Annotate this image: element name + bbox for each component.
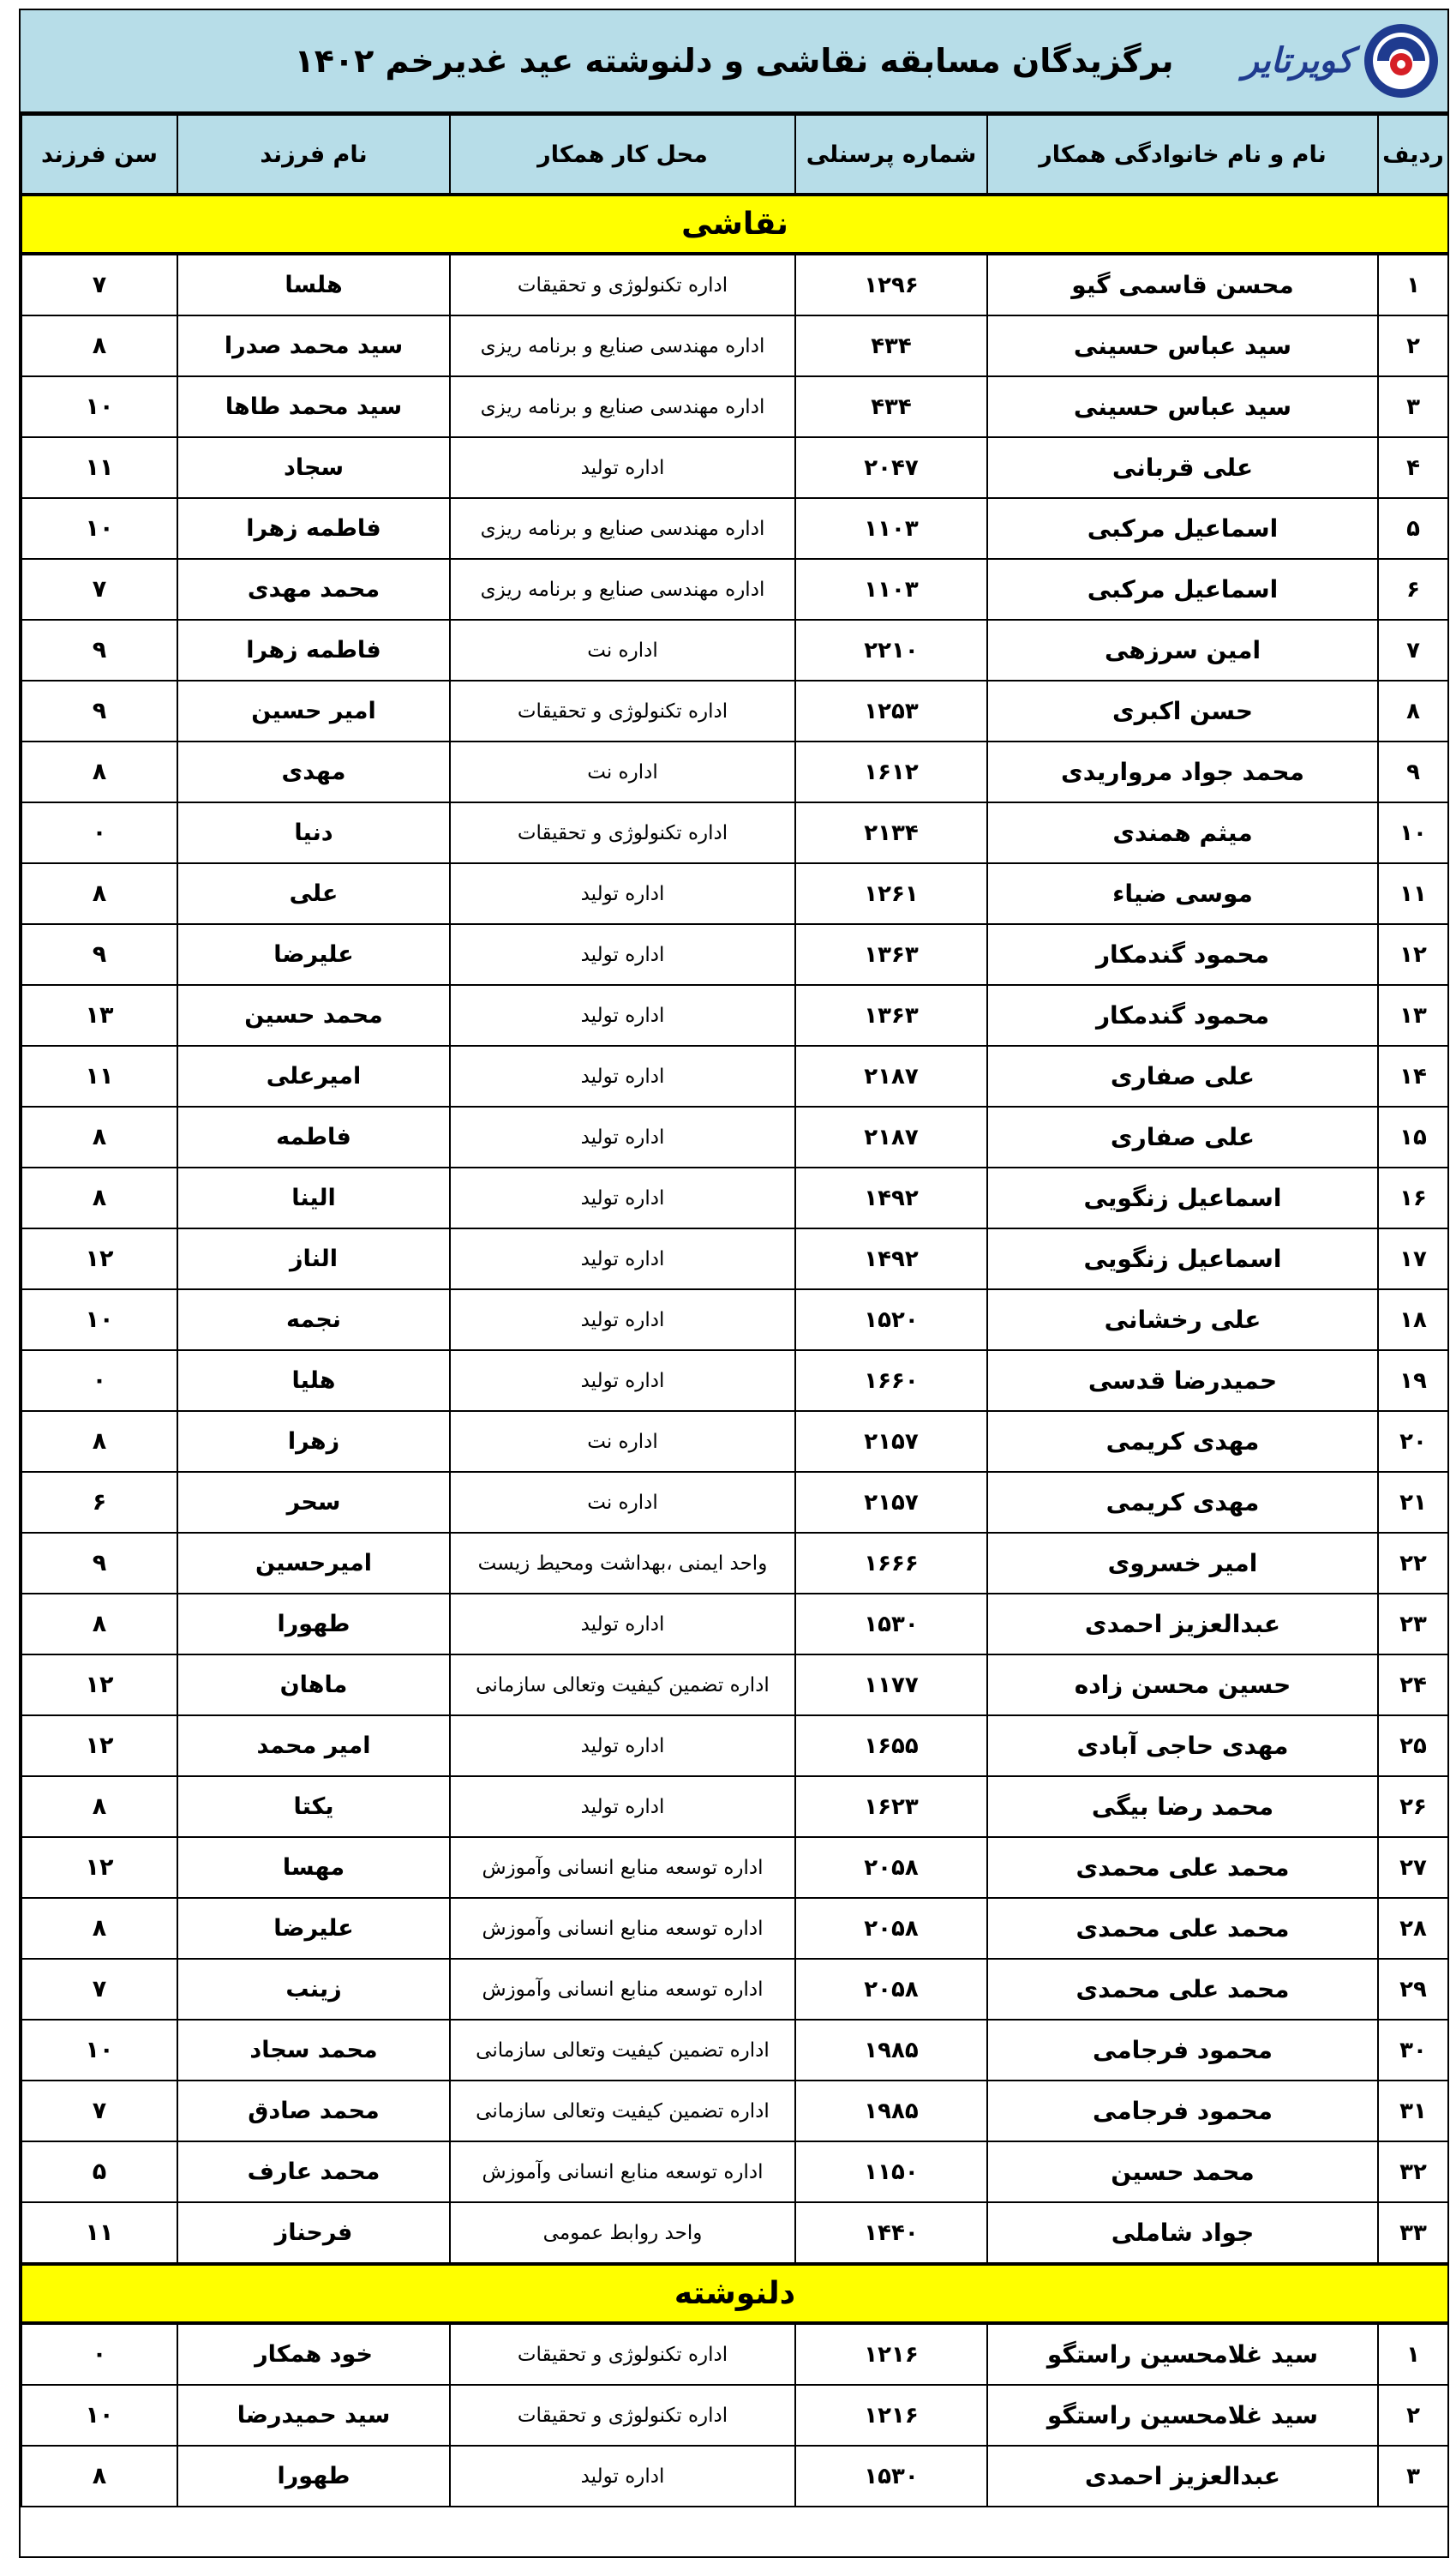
cell-age: ۱۰ <box>21 1289 177 1350</box>
cell-personnel: ۱۱۷۷ <box>795 1654 987 1715</box>
cell-workplace: اداره توسعه منابع انسانی وآموزش <box>450 2141 795 2202</box>
cell-age: ۱۰ <box>21 498 177 559</box>
cell-age: ۸ <box>21 742 177 802</box>
cell-name: مهدی کریمی <box>987 1411 1378 1472</box>
cell-idx: ۱ <box>1378 254 1448 315</box>
cell-workplace: اداره تکنولوژی و تحقیقات <box>450 681 795 742</box>
cell-idx: ۲۶ <box>1378 1776 1448 1837</box>
table-row <box>21 802 1448 863</box>
cell-idx: ۱۹ <box>1378 1350 1448 1411</box>
cell-personnel: ۱۶۱۲ <box>795 742 987 802</box>
cell-name: سید غلامحسین راستگو <box>987 2385 1378 2446</box>
cell-workplace: اداره تکنولوژی و تحقیقات <box>450 2323 795 2385</box>
cell-child: علی <box>177 863 450 924</box>
cell-child: سید محمد طاها <box>177 376 450 437</box>
table-row <box>21 376 1448 437</box>
cell-idx: ۳ <box>1378 2446 1448 2507</box>
cell-name: محمد علی محمدی <box>987 1898 1378 1959</box>
cell-name: محمد رضا بیگی <box>987 1776 1378 1837</box>
cell-idx: ۱۵ <box>1378 1107 1448 1168</box>
cell-workplace: اداره تولید <box>450 985 795 1046</box>
cell-personnel: ۱۵۳۰ <box>795 1594 987 1654</box>
cell-name: محمد علی محمدی <box>987 1837 1378 1898</box>
cell-child: زهرا <box>177 1411 450 1472</box>
cell-name: اسماعیل زنگویی <box>987 1168 1378 1228</box>
cell-child: طهورا <box>177 1594 450 1654</box>
cell-personnel: ۱۲۵۳ <box>795 681 987 742</box>
cell-personnel: ۱۶۶۰ <box>795 1350 987 1411</box>
cell-personnel: ۲۰۵۸ <box>795 1898 987 1959</box>
table-row <box>21 1472 1448 1533</box>
cell-personnel: ۱۲۹۶ <box>795 254 987 315</box>
col-header-workplace: محل کار همکار <box>450 115 795 195</box>
cell-name: حسین محسن زاده <box>987 1654 1378 1715</box>
table-row <box>21 1654 1448 1715</box>
cell-child: سجاد <box>177 437 450 498</box>
cell-idx: ۲۰ <box>1378 1411 1448 1472</box>
cell-personnel: ۲۰۵۸ <box>795 1837 987 1898</box>
cell-name: میثم همندی <box>987 802 1378 863</box>
cell-child: طهورا <box>177 2446 450 2507</box>
cell-age: ۹ <box>21 620 177 681</box>
cell-child: هلیا <box>177 1350 450 1411</box>
cell-name: حسن اکبری <box>987 681 1378 742</box>
cell-personnel: ۲۱۳۴ <box>795 802 987 863</box>
cell-age: ۷ <box>21 559 177 620</box>
cell-child: نجمه <box>177 1289 450 1350</box>
table-row <box>21 2446 1448 2507</box>
table-row <box>21 1715 1448 1776</box>
cell-name: محمود فرجامی <box>987 2081 1378 2141</box>
cell-workplace: اداره تولید <box>450 863 795 924</box>
cell-idx: ۲۵ <box>1378 1715 1448 1776</box>
cell-idx: ۲۴ <box>1378 1654 1448 1715</box>
cell-idx: ۲۱ <box>1378 1472 1448 1533</box>
table-row <box>21 620 1448 681</box>
col-header-child: نام فرزند <box>177 115 450 195</box>
table-row <box>21 437 1448 498</box>
cell-idx: ۱۶ <box>1378 1168 1448 1228</box>
cell-child: الناز <box>177 1228 450 1289</box>
cell-idx: ۳ <box>1378 376 1448 437</box>
cell-personnel: ۱۱۰۳ <box>795 498 987 559</box>
cell-child: سحر <box>177 1472 450 1533</box>
cell-workplace: اداره تولید <box>450 1228 795 1289</box>
cell-personnel: ۱۶۵۵ <box>795 1715 987 1776</box>
cell-age: ۱۰ <box>21 2020 177 2081</box>
cell-name: سید عباس حسینی <box>987 315 1378 376</box>
cell-workplace: اداره تولید <box>450 924 795 985</box>
winners-sheet <box>19 9 1449 2558</box>
cell-child: ماهان <box>177 1654 450 1715</box>
cell-workplace: اداره توسعه منابع انسانی وآموزش <box>450 1898 795 1959</box>
cell-idx: ۴ <box>1378 437 1448 498</box>
cell-child: علیرضا <box>177 924 450 985</box>
cell-child: سید حمیدرضا <box>177 2385 450 2446</box>
table-row <box>21 2020 1448 2081</box>
cell-idx: ۱۲ <box>1378 924 1448 985</box>
cell-personnel: ۱۱۵۰ <box>795 2141 987 2202</box>
cell-age: ۱۲ <box>21 1837 177 1898</box>
cell-child: فاطمه <box>177 1107 450 1168</box>
cell-personnel: ۱۶۶۶ <box>795 1533 987 1594</box>
cell-age: ۸ <box>21 1107 177 1168</box>
cell-personnel: ۲۱۸۷ <box>795 1046 987 1107</box>
cell-child: فرحناز <box>177 2202 450 2264</box>
cell-age: ۱۱ <box>21 437 177 498</box>
cell-idx: ۲۳ <box>1378 1594 1448 1654</box>
table-row <box>21 924 1448 985</box>
cell-personnel: ۱۹۸۵ <box>795 2020 987 2081</box>
cell-personnel: ۴۳۴ <box>795 315 987 376</box>
cell-name: علی صفاری <box>987 1046 1378 1107</box>
cell-workplace: اداره تولید <box>450 1289 795 1350</box>
table-row <box>21 1411 1448 1472</box>
table-row <box>21 559 1448 620</box>
cell-idx: ۲۸ <box>1378 1898 1448 1959</box>
section-header-row <box>21 2264 1448 2323</box>
cell-age: ۱۳ <box>21 985 177 1046</box>
cell-name: علی قربانی <box>987 437 1378 498</box>
cell-workplace: اداره تولید <box>450 1350 795 1411</box>
cell-age: ۱۲ <box>21 1228 177 1289</box>
section-title-label: دلنوشته <box>674 2276 796 2311</box>
table-row <box>21 1228 1448 1289</box>
cell-idx: ۹ <box>1378 742 1448 802</box>
table-row <box>21 863 1448 924</box>
cell-workplace: اداره مهندسی صنایع و برنامه ریزی <box>450 376 795 437</box>
cell-workplace: اداره مهندسی صنایع و برنامه ریزی <box>450 498 795 559</box>
cell-child: فاطمه زهرا <box>177 498 450 559</box>
cell-name: عبدالعزیز احمدی <box>987 2446 1378 2507</box>
cell-child: محمد سجاد <box>177 2020 450 2081</box>
cell-child: زینب <box>177 1959 450 2020</box>
cell-workplace: اداره نت <box>450 1411 795 1472</box>
cell-workplace: اداره تولید <box>450 2446 795 2507</box>
cell-name: علی رخشانی <box>987 1289 1378 1350</box>
cell-name: محسن قاسمی گیو <box>987 254 1378 315</box>
cell-name: مهدی حاجی آبادی <box>987 1715 1378 1776</box>
col-header-personnel: شماره پرسنلی <box>795 115 987 195</box>
cell-child: یکتا <box>177 1776 450 1837</box>
cell-personnel: ۱۵۲۰ <box>795 1289 987 1350</box>
cell-idx: ۱۳ <box>1378 985 1448 1046</box>
cell-idx: ۳۳ <box>1378 2202 1448 2264</box>
cell-idx: ۲ <box>1378 315 1448 376</box>
cell-workplace: اداره تکنولوژی و تحقیقات <box>450 2385 795 2446</box>
cell-workplace: اداره تولید <box>450 1046 795 1107</box>
cell-child: محمد صادق <box>177 2081 450 2141</box>
cell-personnel: ۱۶۲۳ <box>795 1776 987 1837</box>
cell-age: ۸ <box>21 1776 177 1837</box>
cell-name: محمد جواد مرواریدی <box>987 742 1378 802</box>
cell-child: الینا <box>177 1168 450 1228</box>
table-row <box>21 2202 1448 2264</box>
cell-child: امیرحسین <box>177 1533 450 1594</box>
cell-age: ۱۱ <box>21 1046 177 1107</box>
cell-idx: ۳۱ <box>1378 2081 1448 2141</box>
cell-workplace: اداره تولید <box>450 1168 795 1228</box>
cell-personnel: ۲۰۴۷ <box>795 437 987 498</box>
winners-table <box>21 114 1449 2507</box>
cell-personnel: ۱۲۱۶ <box>795 2323 987 2385</box>
cell-personnel: ۱۹۸۵ <box>795 2081 987 2141</box>
table-body <box>21 195 1448 2507</box>
cell-name: موسی ضیاء <box>987 863 1378 924</box>
cell-workplace: اداره نت <box>450 1472 795 1533</box>
cell-child: خود همکار <box>177 2323 450 2385</box>
cell-age: ۸ <box>21 863 177 924</box>
cell-idx: ۲۲ <box>1378 1533 1448 1594</box>
table-row <box>21 315 1448 376</box>
cell-name: حمیدرضا قدسی <box>987 1350 1378 1411</box>
cell-personnel: ۱۴۴۰ <box>795 2202 987 2264</box>
cell-child: امیر حسین <box>177 681 450 742</box>
table-row <box>21 742 1448 802</box>
cell-idx: ۸ <box>1378 681 1448 742</box>
cell-workplace: اداره تولید <box>450 1594 795 1654</box>
cell-personnel: ۱۲۱۶ <box>795 2385 987 2446</box>
table-row <box>21 985 1448 1046</box>
table-header-row <box>21 115 1448 195</box>
cell-personnel: ۱۴۹۲ <box>795 1228 987 1289</box>
cell-child: محمد عارف <box>177 2141 450 2202</box>
table-row <box>21 2323 1448 2385</box>
cell-name: امیر خسروی <box>987 1533 1378 1594</box>
cell-idx: ۶ <box>1378 559 1448 620</box>
table-row <box>21 1959 1448 2020</box>
table-row <box>21 2081 1448 2141</box>
cell-child: فاطمه زهرا <box>177 620 450 681</box>
cell-personnel: ۴۳۴ <box>795 376 987 437</box>
cell-name: اسماعیل مرکبی <box>987 498 1378 559</box>
cell-child: محمد مهدی <box>177 559 450 620</box>
cell-age: ۱۱ <box>21 2202 177 2264</box>
cell-age: ۸ <box>21 1594 177 1654</box>
cell-name: محمد علی محمدی <box>987 1959 1378 2020</box>
table-row <box>21 1046 1448 1107</box>
cell-workplace: اداره تکنولوژی و تحقیقات <box>450 254 795 315</box>
cell-personnel: ۲۱۵۷ <box>795 1411 987 1472</box>
title-bar <box>21 10 1447 114</box>
table-row <box>21 1168 1448 1228</box>
cell-idx: ۷ <box>1378 620 1448 681</box>
table-row <box>21 1776 1448 1837</box>
cell-workplace: اداره توسعه منابع انسانی وآموزش <box>450 1837 795 1898</box>
col-header-age: سن فرزند <box>21 115 177 195</box>
table-row <box>21 1289 1448 1350</box>
cell-workplace: واحد روابط عمومی <box>450 2202 795 2264</box>
cell-personnel: ۲۱۵۷ <box>795 1472 987 1533</box>
cell-child: امیرعلی <box>177 1046 450 1107</box>
cell-age: ۸ <box>21 1168 177 1228</box>
cell-personnel: ۲۰۵۸ <box>795 1959 987 2020</box>
cell-age: ۹ <box>21 681 177 742</box>
table-row <box>21 1594 1448 1654</box>
cell-child: دنیا <box>177 802 450 863</box>
logo-wordmark: کویرتایر <box>1242 41 1353 81</box>
cell-workplace: واحد ایمنی ،بهداشت ومحیط زیست <box>450 1533 795 1594</box>
cell-child: محمد حسین <box>177 985 450 1046</box>
table-row <box>21 1898 1448 1959</box>
table-row <box>21 1350 1448 1411</box>
cell-idx: ۱۴ <box>1378 1046 1448 1107</box>
cell-name: اسماعیل زنگویی <box>987 1228 1378 1289</box>
cell-child: هلسا <box>177 254 450 315</box>
section-header-row <box>21 195 1448 254</box>
cell-age: ۶ <box>21 1472 177 1533</box>
cell-idx: ۲۷ <box>1378 1837 1448 1898</box>
cell-idx: ۱۱ <box>1378 863 1448 924</box>
cell-idx: ۱۷ <box>1378 1228 1448 1289</box>
section-title-label: نقاشی <box>681 207 788 242</box>
cell-idx: ۲ <box>1378 2385 1448 2446</box>
cell-age: ۷ <box>21 1959 177 2020</box>
cell-age: ۷ <box>21 2081 177 2141</box>
cell-name: محمود گندمکار <box>987 924 1378 985</box>
cell-workplace: اداره تکنولوژی و تحقیقات <box>450 802 795 863</box>
cell-personnel: ۱۱۰۳ <box>795 559 987 620</box>
cell-workplace: اداره تضمین کیفیت وتعالی سازمانی <box>450 2081 795 2141</box>
cell-idx: ۵ <box>1378 498 1448 559</box>
col-header-name: نام و نام خانوادگی همکار <box>987 115 1378 195</box>
cell-workplace: اداره نت <box>450 742 795 802</box>
table-row <box>21 681 1448 742</box>
cell-workplace: اداره تولید <box>450 1107 795 1168</box>
cell-workplace: اداره مهندسی صنایع و برنامه ریزی <box>450 559 795 620</box>
cell-age: ۱۲ <box>21 1654 177 1715</box>
cell-age: ۵ <box>21 2141 177 2202</box>
cell-personnel: ۱۵۳۰ <box>795 2446 987 2507</box>
cell-personnel: ۲۱۸۷ <box>795 1107 987 1168</box>
cell-workplace: اداره تولید <box>450 1776 795 1837</box>
cell-idx: ۳۰ <box>1378 2020 1448 2081</box>
cell-idx: ۱۸ <box>1378 1289 1448 1350</box>
table-row <box>21 1533 1448 1594</box>
cell-child: مهدی <box>177 742 450 802</box>
cell-child: مهسا <box>177 1837 450 1898</box>
cell-child: سید محمد صدرا <box>177 315 450 376</box>
cell-name: سید عباس حسینی <box>987 376 1378 437</box>
cell-name: محمد حسین <box>987 2141 1378 2202</box>
cell-personnel: ۱۳۶۳ <box>795 985 987 1046</box>
cell-name: عبدالعزیز احمدی <box>987 1594 1378 1654</box>
table-row <box>21 498 1448 559</box>
cell-child: علیرضا <box>177 1898 450 1959</box>
cell-workplace: اداره تولید <box>450 1715 795 1776</box>
cell-child: امیر محمد <box>177 1715 450 1776</box>
cell-age: ۱۰ <box>21 2385 177 2446</box>
cell-age: ۸ <box>21 315 177 376</box>
cell-age: ۹ <box>21 1533 177 1594</box>
cell-age: ۷ <box>21 254 177 315</box>
cell-personnel: ۱۴۹۲ <box>795 1168 987 1228</box>
cell-personnel: ۲۲۱۰ <box>795 620 987 681</box>
cell-workplace: اداره نت <box>450 620 795 681</box>
cell-age: ۰ <box>21 1350 177 1411</box>
tire-logo-icon <box>1362 21 1441 100</box>
cell-workplace: اداره مهندسی صنایع و برنامه ریزی <box>450 315 795 376</box>
cell-age: ۱۲ <box>21 1715 177 1776</box>
cell-idx: ۳۲ <box>1378 2141 1448 2202</box>
table-row <box>21 2385 1448 2446</box>
cell-age: ۸ <box>21 1411 177 1472</box>
cell-idx: ۱۰ <box>1378 802 1448 863</box>
cell-age: ۰ <box>21 2323 177 2385</box>
cell-name: جواد شاملی <box>987 2202 1378 2264</box>
cell-name: امین سرزهی <box>987 620 1378 681</box>
cell-workplace: اداره تضمین کیفیت وتعالی سازمانی <box>450 1654 795 1715</box>
cell-workplace: اداره تولید <box>450 437 795 498</box>
section-title <box>21 2264 1448 2323</box>
cell-name: محمود فرجامی <box>987 2020 1378 2081</box>
cell-name: علی صفاری <box>987 1107 1378 1168</box>
cell-age: ۸ <box>21 2446 177 2507</box>
company-logo <box>1243 19 1441 103</box>
cell-age: ۱۰ <box>21 376 177 437</box>
cell-name: مهدی کریمی <box>987 1472 1378 1533</box>
cell-workplace: اداره توسعه منابع انسانی وآموزش <box>450 1959 795 2020</box>
table-row <box>21 2141 1448 2202</box>
table-row <box>21 254 1448 315</box>
cell-idx: ۱ <box>1378 2323 1448 2385</box>
cell-personnel: ۱۲۶۱ <box>795 863 987 924</box>
page-title: برگزیدگان مسابقه نقاشی و دلنوشته عید غدیرخم ۱۴۰۲ <box>294 42 1174 80</box>
cell-age: ۰ <box>21 802 177 863</box>
cell-age: ۹ <box>21 924 177 985</box>
cell-personnel: ۱۳۶۳ <box>795 924 987 985</box>
section-title <box>21 195 1448 254</box>
table-row <box>21 1837 1448 1898</box>
cell-name: اسماعیل مرکبی <box>987 559 1378 620</box>
table-row <box>21 1107 1448 1168</box>
cell-name: محمود گندمکار <box>987 985 1378 1046</box>
cell-workplace: اداره تضمین کیفیت وتعالی سازمانی <box>450 2020 795 2081</box>
col-header-idx: ردیف <box>1378 115 1448 195</box>
cell-name: سید غلامحسین راستگو <box>987 2323 1378 2385</box>
cell-idx: ۲۹ <box>1378 1959 1448 2020</box>
cell-age: ۸ <box>21 1898 177 1959</box>
